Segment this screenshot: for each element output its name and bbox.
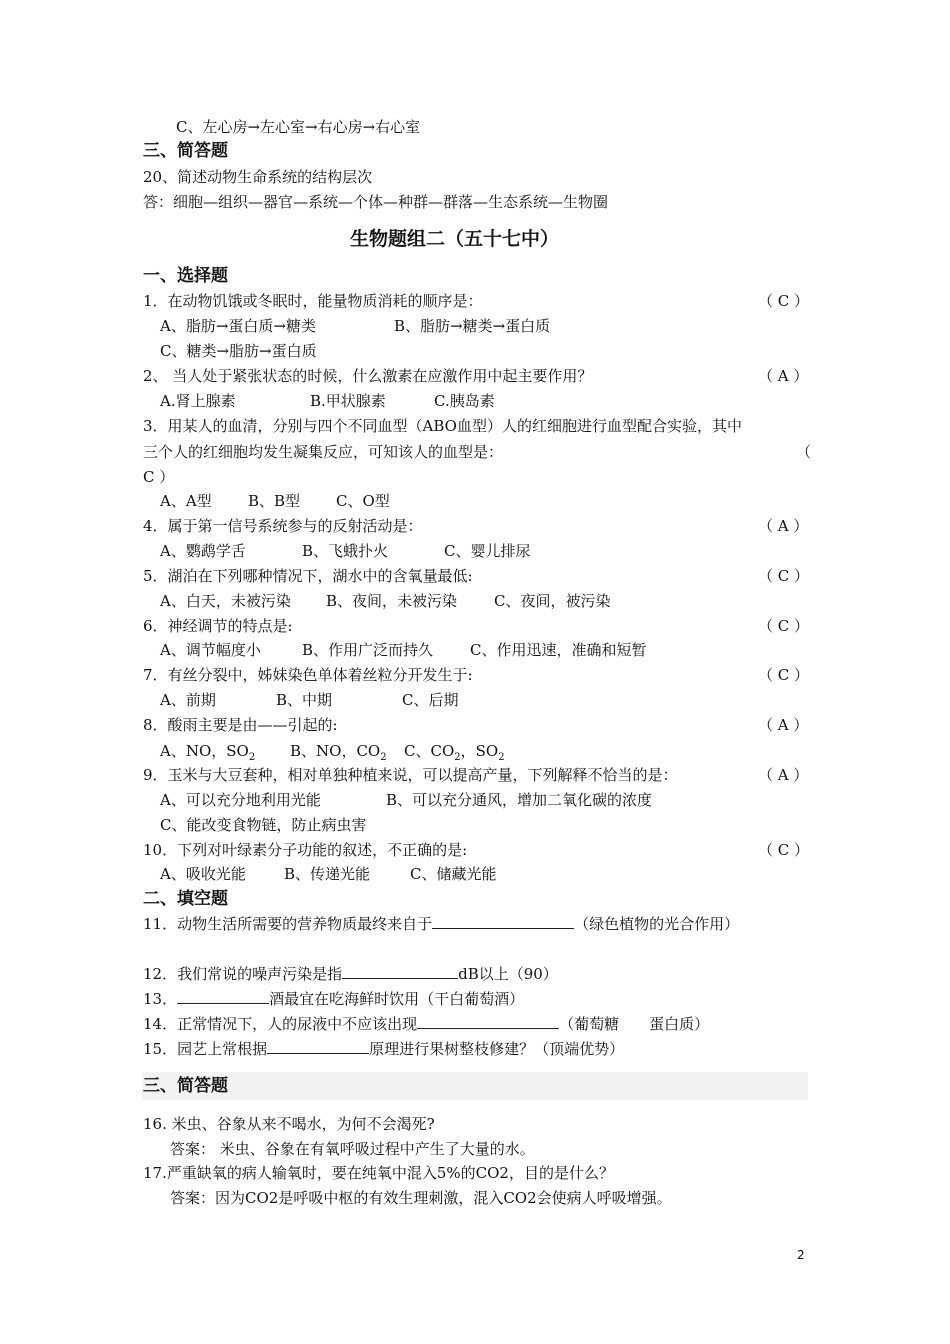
option-b: B、B型 bbox=[248, 492, 301, 510]
option-b: B.甲状腺素 bbox=[310, 392, 386, 410]
blank-line[interactable] bbox=[267, 1039, 369, 1054]
option-a: A、调节幅度小 bbox=[160, 641, 261, 659]
option-line: C、左心房→左心室→右心房→右心室 bbox=[176, 118, 421, 136]
option-c: C、作用迅速，准确和短暂 bbox=[470, 641, 647, 659]
answer-key: （ C ） bbox=[758, 292, 810, 310]
blank-line[interactable] bbox=[432, 914, 574, 929]
section-heading: 三、简答题 bbox=[143, 1076, 228, 1096]
option-c: C、夜间，被污染 bbox=[494, 592, 611, 610]
option-a: A.肾上腺素 bbox=[160, 392, 236, 410]
answer-key: （ C ） bbox=[758, 666, 810, 684]
section-heading: 二、填空题 bbox=[143, 889, 228, 909]
option-a: A、脂肪→蛋白质→糖类 bbox=[160, 317, 316, 335]
question-text: 三个人的红细胞均发生凝集反应，可知该人的血型是： bbox=[143, 443, 504, 461]
question-text: 17.严重缺氧的病人输氧时，要在纯氧中混入5%的CO2，目的是什么？ bbox=[143, 1164, 614, 1182]
question-text: 1．在动物饥饿或冬眠时，能量物质消耗的顺序是： bbox=[143, 292, 483, 310]
page-title: 生物题组二（五十七中） bbox=[350, 228, 560, 250]
option-b: B、NO，$CO_2$ bbox=[290, 742, 387, 763]
option-c: C、储藏光能 bbox=[410, 865, 497, 883]
fill-question: 11．动物生活所需要的营养物质最终来自于 （绿色植物的光合作用） bbox=[143, 915, 740, 933]
option-c: C、$CO_2$，$SO_2$ bbox=[404, 742, 505, 763]
question-text: 20、简述动物生命系统的结构层次 bbox=[143, 168, 373, 186]
option-c: C.胰岛素 bbox=[434, 392, 495, 410]
option-a: A、白天，未被污染 bbox=[160, 592, 291, 610]
option-a: A、前期 bbox=[160, 691, 216, 709]
option-c: C、糖类→脂肪→蛋白质 bbox=[160, 342, 317, 360]
option-c: C、能改变食物链，防止病虫害 bbox=[160, 816, 367, 834]
answer-key: （ A ） bbox=[758, 716, 809, 734]
fill-question: 12．我们常说的噪声污染是指 dB以上（90） bbox=[143, 965, 558, 983]
section-shading bbox=[142, 1072, 808, 1100]
section-heading: 三、简答题 bbox=[143, 141, 228, 161]
answer-key: （ A ） bbox=[758, 367, 809, 385]
option-a: A、可以充分地利用光能 bbox=[160, 791, 321, 809]
page-number: 2 bbox=[797, 1248, 805, 1262]
option-b: B、脂肪→糖类→蛋白质 bbox=[394, 317, 551, 335]
question-text: 4．属于第一信号系统参与的反射活动是： bbox=[143, 517, 423, 535]
option-c: C、婴儿排尿 bbox=[444, 542, 531, 560]
answer-key: （ A ） bbox=[758, 517, 809, 535]
option-b: B、传递光能 bbox=[284, 865, 371, 883]
option-c: C、O型 bbox=[336, 492, 390, 510]
option-b: B、夜间，未被污染 bbox=[326, 592, 458, 610]
option-a: A、A型 bbox=[160, 492, 212, 510]
option-a: A、鹦鹉学舌 bbox=[160, 542, 246, 560]
option-b: B、可以充分通风，增加二氧化碳的浓度 bbox=[386, 791, 653, 809]
question-text: 10．下列对叶绿素分子功能的叙述，不正确的是: bbox=[143, 841, 468, 859]
answer-key: （ A ） bbox=[758, 766, 809, 784]
answer-text: 答案： 米虫、谷象在有氧呼吸过程中产生了大量的水。 bbox=[170, 1140, 535, 1158]
option-c: C、后期 bbox=[402, 691, 459, 709]
fill-question: 13． 酒最宜在吃海鲜时饮用（干白葡萄酒） bbox=[143, 990, 525, 1008]
question-text: 16. 米虫、谷象从来不喝水，为何不会渴死? bbox=[143, 1115, 435, 1133]
question-text: 3．用某人的血清，分别与四个不同血型（ABO血型）人的红细胞进行血型配合实验，其中 bbox=[143, 417, 742, 435]
question-text: 2、 当人处于紧张状态的时候，什么激素在应激作用中起主要作用？ bbox=[143, 367, 593, 385]
fill-question: 14．正常情况下，人的尿液中不应该出现 （葡萄糖 蛋白质） bbox=[143, 1015, 710, 1033]
option-b: B、中期 bbox=[276, 691, 333, 709]
answer-text: 答案：因为CO2是呼吸中枢的有效生理刺激，混入CO2会使病人呼吸增强。 bbox=[170, 1189, 672, 1207]
answer-key: C ） bbox=[143, 468, 175, 486]
option-b: B、作用广泛而持久 bbox=[302, 641, 434, 659]
fill-question: 15．园艺上常根据 原理进行果树整枝修建？（顶端优势） bbox=[143, 1040, 625, 1058]
question-text: 8．酸雨主要是由——引起的: bbox=[143, 716, 338, 734]
question-text: 5．湖泊在下列哪种情况下，湖水中的含氧量最低: bbox=[143, 567, 473, 585]
question-text: 6．神经调节的特点是: bbox=[143, 617, 293, 635]
blank-line[interactable] bbox=[177, 989, 269, 1004]
answer-key: （ C ） bbox=[758, 841, 810, 859]
section-heading: 一、选择题 bbox=[143, 266, 228, 286]
answer-paren: （ bbox=[796, 443, 812, 461]
blank-line[interactable] bbox=[417, 1014, 559, 1029]
answer-key: （ C ） bbox=[758, 567, 810, 585]
option-a: A、NO，$SO_2$ bbox=[160, 742, 256, 763]
option-b: B、飞蛾扑火 bbox=[302, 542, 389, 560]
answer-text: 答：细胞—组织—器官—系统—个体—种群—群落—生态系统—生物圈 bbox=[143, 193, 609, 211]
question-text: 7．有丝分裂中，姊妹染色单体着丝粒分开发生于: bbox=[143, 666, 473, 684]
question-text: 9．玉米与大豆套种，相对单独种植来说，可以提高产量，下列解释不恰当的是： bbox=[143, 766, 678, 784]
blank-line[interactable] bbox=[342, 964, 458, 979]
answer-key: （ C ） bbox=[758, 617, 810, 635]
option-a: A、吸收光能 bbox=[160, 865, 246, 883]
